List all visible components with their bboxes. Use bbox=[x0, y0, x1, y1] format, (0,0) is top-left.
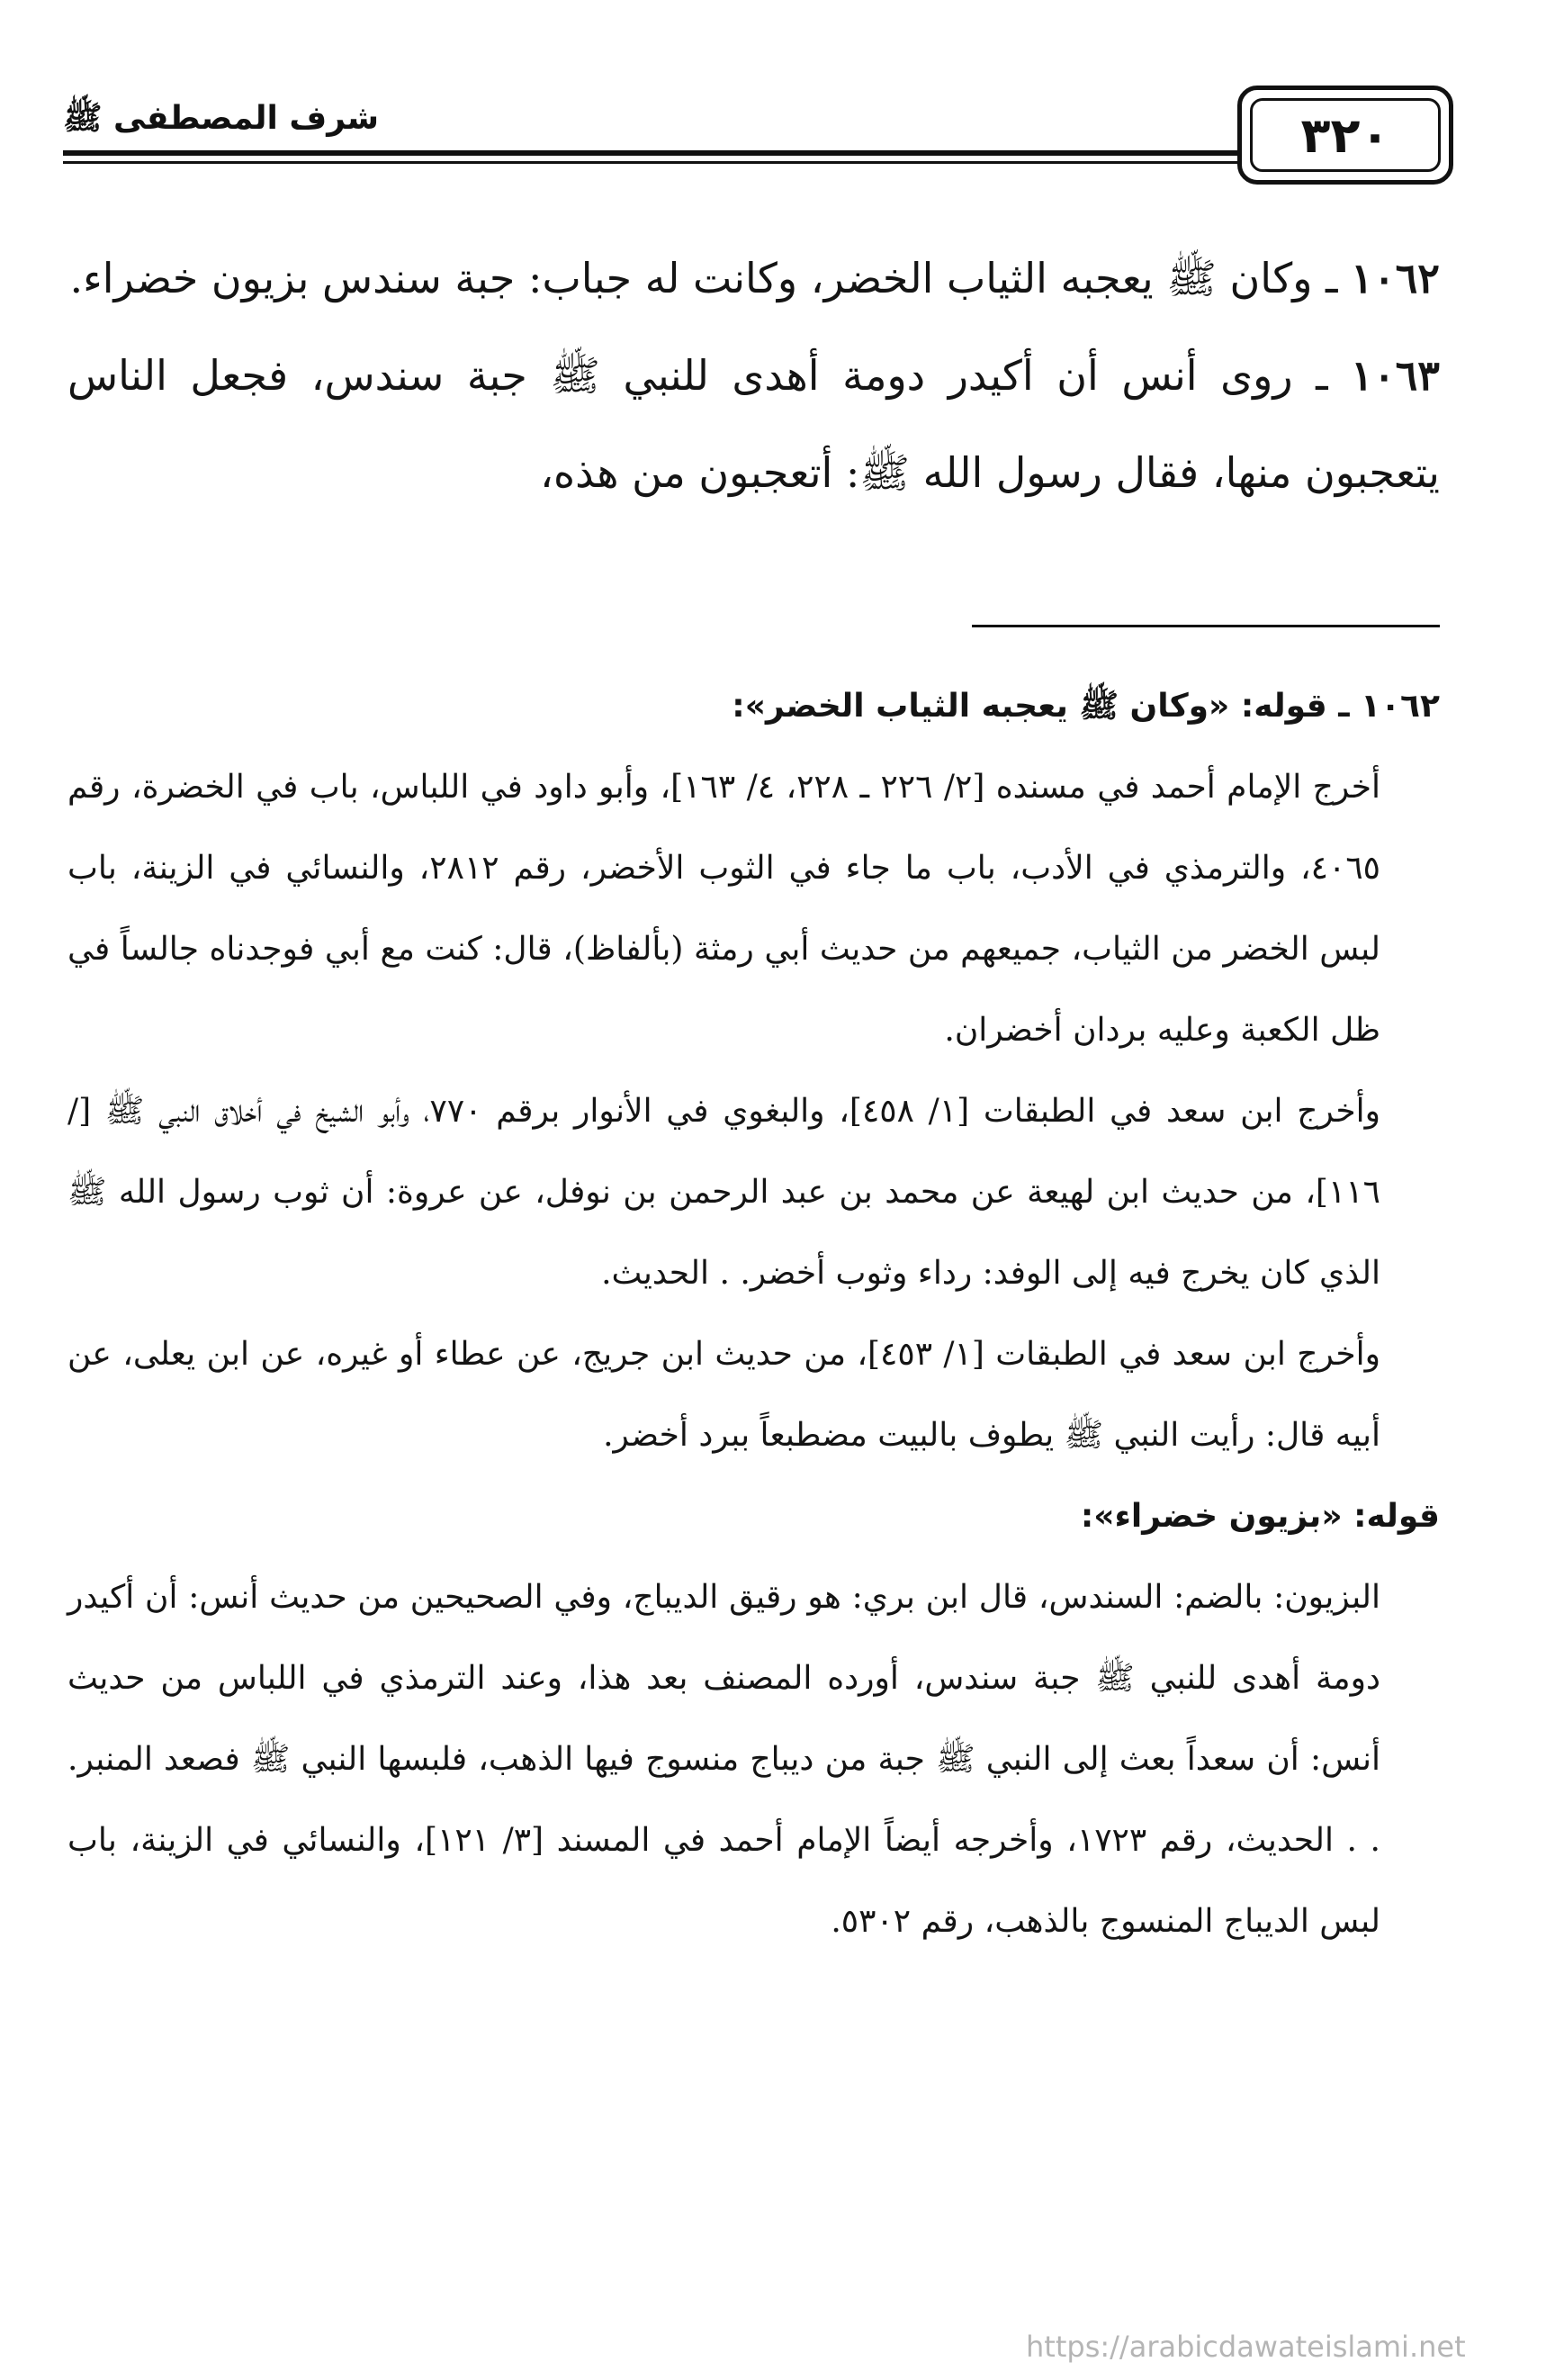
footnote-divider bbox=[972, 625, 1440, 627]
main-text bbox=[67, 230, 1440, 521]
hadith-text: ـ روى أنس أن أكيدر دومة أهدى للنبي ﷺ جبة سندس، فجعل الناس يتعجبون منها، فقال رسول الله ﷺ: أتعجبون من هذه، bbox=[67, 351, 1440, 497]
commentary-paragraph: وأخرج ابن سعد في الطبقات [١/ ٤٥٨]، والبغوي في الأنوار برقم ٧٧٠، وأبو الشيخ في أخلاق النبي ﷺ [/ ١١٦]، من حديث ابن لهيعة عن محمد بن عبد الرحمن بن نوفل، عن عروة: أن ثوب رسول الله ﷺ الذي كان يخرج فيه إلى الوفد: رداء وثوب أخضر. . الحديث. bbox=[67, 1093, 1380, 1292]
page-number-frame bbox=[1237, 86, 1453, 185]
commentary-paragraph: البزيون: بالضم: السندس، قال ابن بري: هو رقيق الديباج، وفي الصحيحين من حديث أنس: أن أكيدر دومة أهدى للنبي ﷺ جبة سندس، أورده المصنف بعد هذا، وعند الترمذي في اللباس من حديث أنس: أن سعداً بعث إلى النبي ﷺ جبة من ديباج منسوج فيها الذهب، فلبسها النبي ﷺ فصعد المنبر. . . الحديث، رقم ١٧٢٣، وأخرجه أيضاً الإمام أحمد في المسند [٣/ ١٢١]، والنسائي في الزينة، باب لبس الديباج المنسوج بالذهب، رقم ٥٣٠٢. bbox=[67, 1579, 1380, 1940]
commentary-paragraph: أخرج الإمام أحمد في مسنده [٢/ ٢٢٦ ـ ٢٢٨، ٤/ ١٦٣]، وأبو داود في اللباس، باب في الخضرة، رقم ٤٠٦٥، والترمذي في الأدب، باب ما جاء في الثوب الأخضر، رقم ٢٨١٢، والنسائي في الزينة، باب لبس الخضر من الثياب، جميعهم من حديث أبي رمثة (بألفاظ)، قال: كنت مع أبي فوجدناه جالساً في ظل الكعبة وعليه بردان أخضران. bbox=[67, 769, 1380, 1049]
hadith-number: ١٠٦٢ bbox=[1351, 254, 1440, 302]
commentary-paragraph: وأخرج ابن سعد في الطبقات [١/ ٤٥٣]، من حديث ابن جريج، عن عطاء أو غيره، عن ابن يعلى، عن أبيه قال: رأيت النبي ﷺ يطوف بالبيت مضطبعاً ببرد أخضر. bbox=[67, 1336, 1380, 1454]
running-title: شرف المصطفى ﷺ bbox=[63, 100, 380, 137]
source-watermark: https://arabicdawateislami.net bbox=[1026, 2330, 1466, 2364]
hadith-text: ـ وكان ﷺ يعجبه الثياب الخضر، وكانت له جباب: جبة سندس بزيون خضراء. bbox=[69, 254, 1352, 302]
hadith-number: ١٠٦٣ bbox=[1351, 351, 1440, 400]
hadith-entry bbox=[67, 327, 1440, 521]
commentary-heading: قوله: «بزيون خضراء»: bbox=[1080, 1498, 1440, 1535]
commentary-heading: ١٠٦٢ ـ قوله: «وكان ﷺ يعجبه الثياب الخضر»: bbox=[732, 688, 1440, 725]
page-number: ٣٢٠ bbox=[1250, 98, 1441, 172]
hadith-entry bbox=[67, 230, 1440, 327]
commentary bbox=[67, 666, 1440, 1962]
page-header bbox=[63, 86, 1444, 189]
